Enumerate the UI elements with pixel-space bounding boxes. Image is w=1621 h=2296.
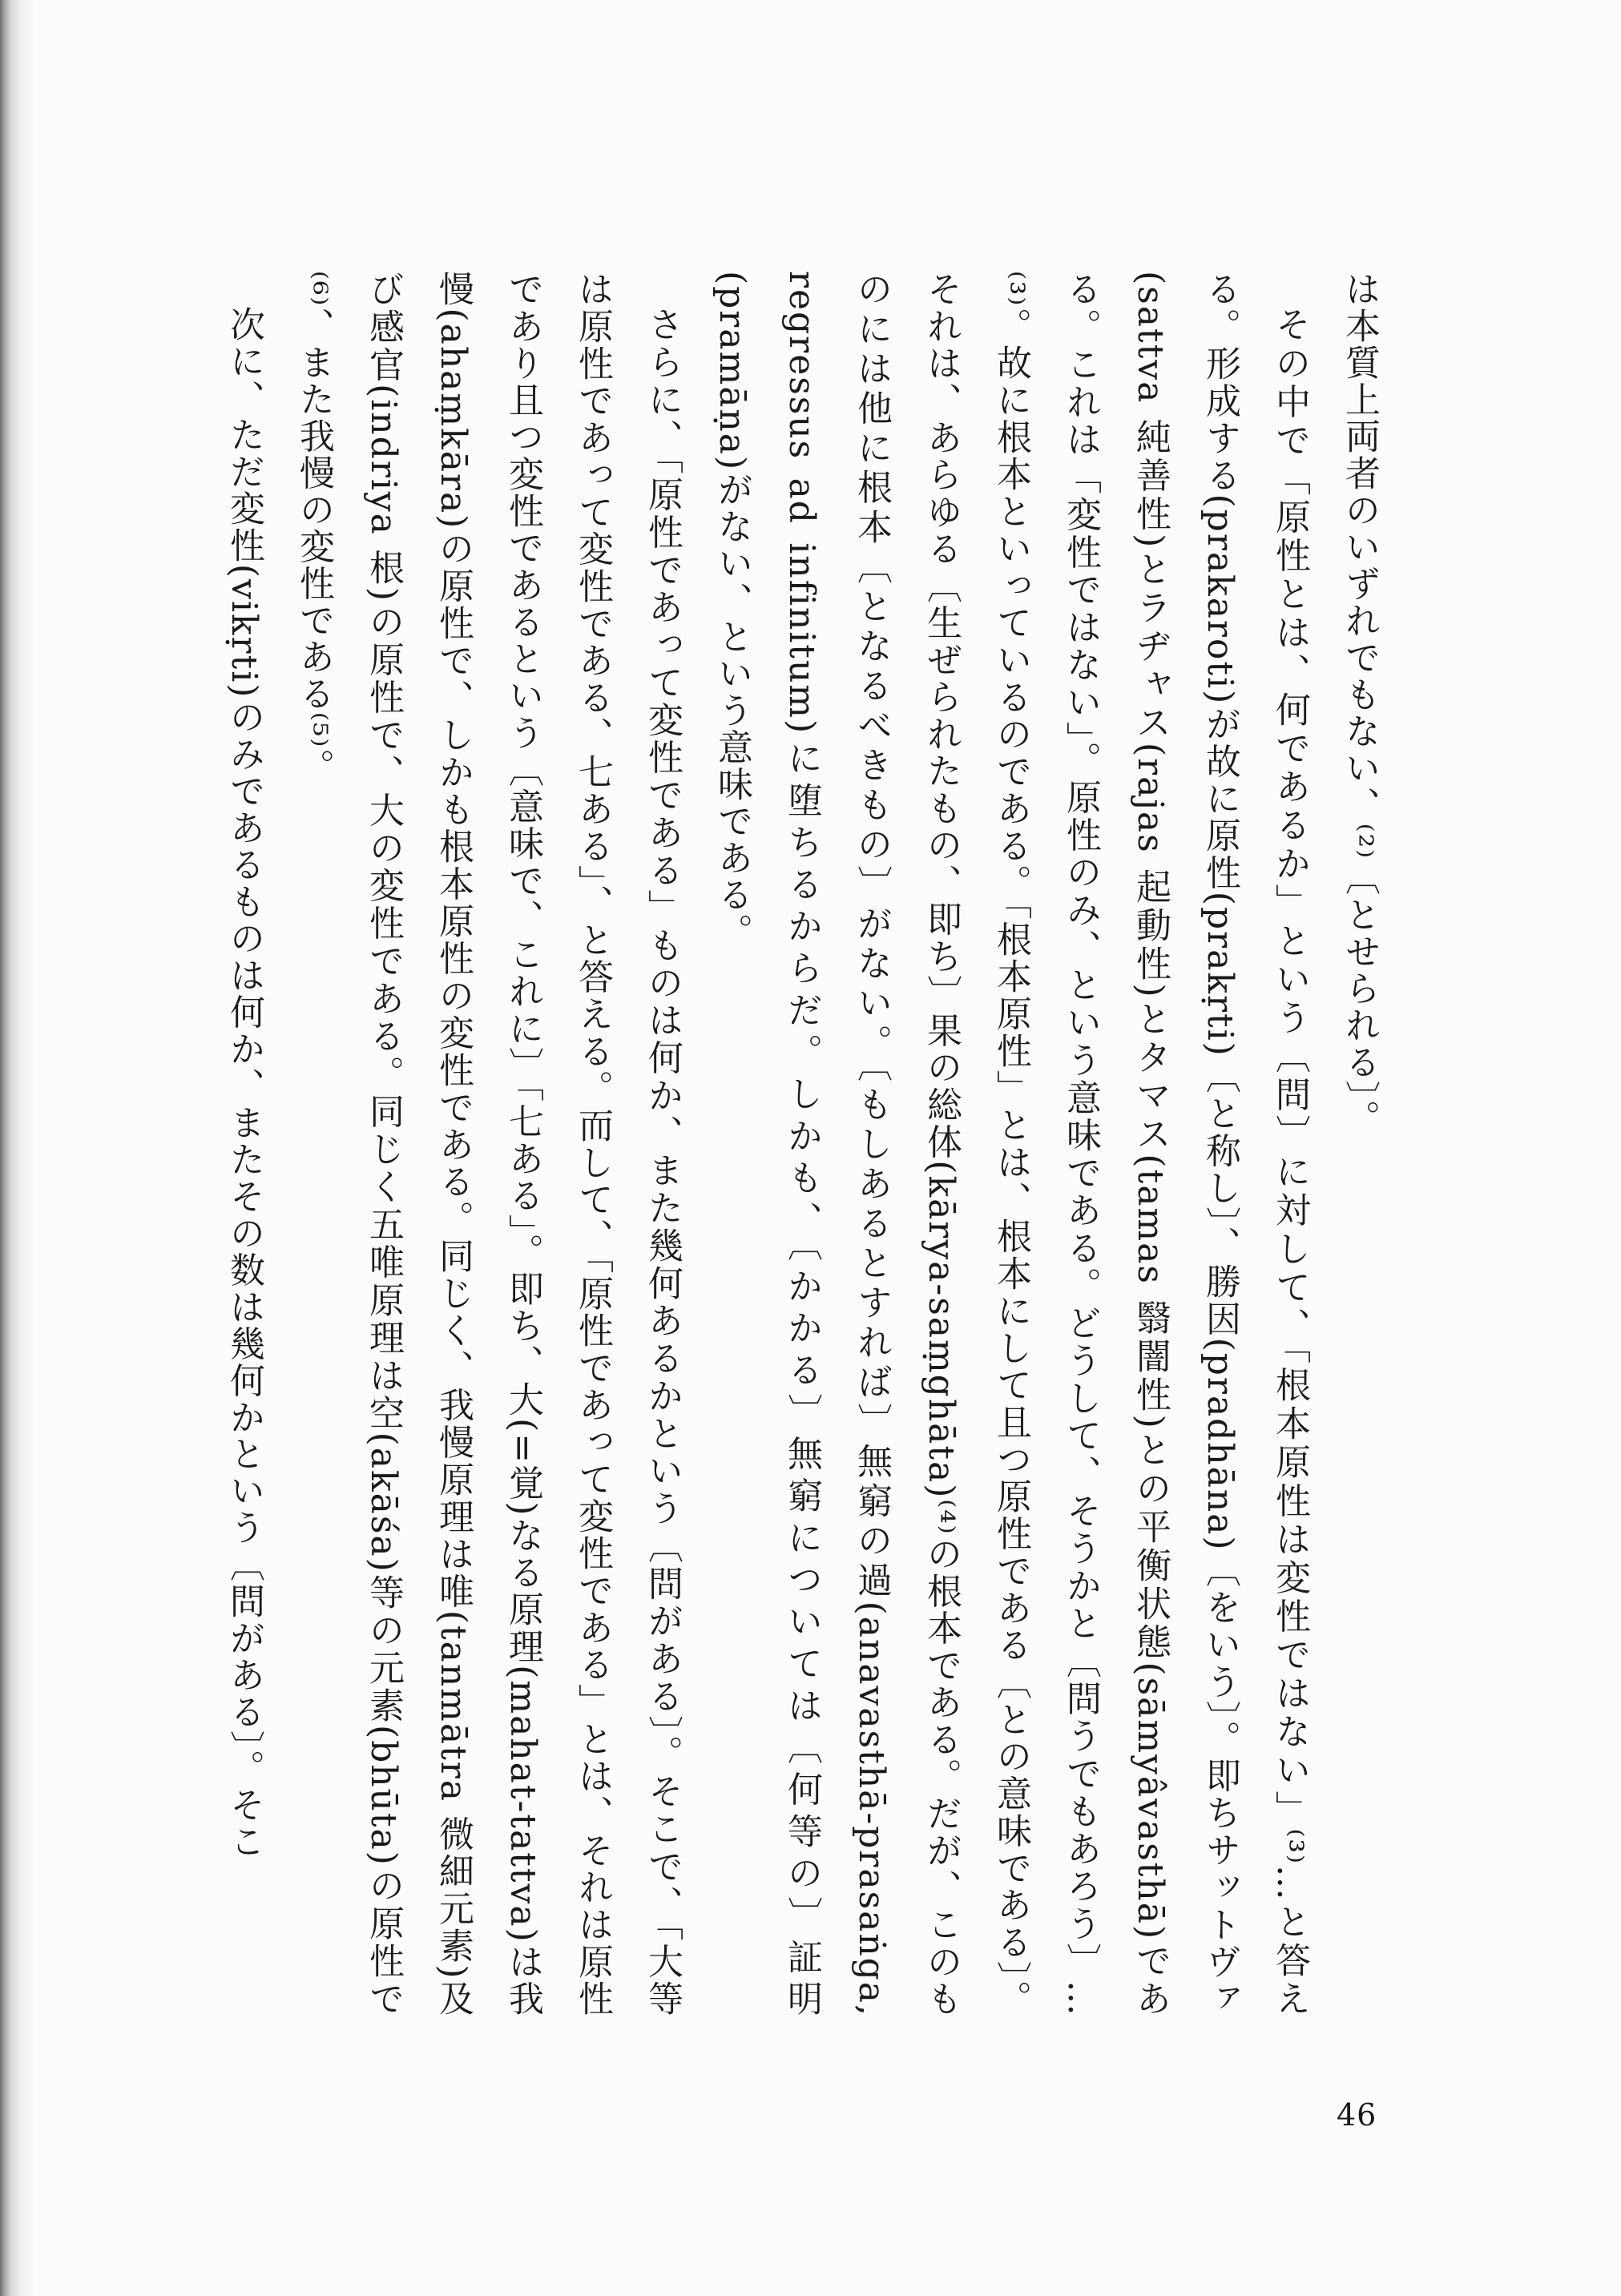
vertical-text-block [200, 271, 1394, 2017]
paragraph-2: その中で「原性とは、何であるか」という〔問〕に対して、「根本原性は変性ではない」⁽³⁾…と答える。形成する(prakaroti)が故に原性(prakṛti)〔と称し〕、勝因(pradhāna)〔をいう〕。即ちサットヴァ(sattva 純善性)とラヂャス(rajas 起動性)とタマス(tamas 翳闇性)との平衡状態(sāmyâvasthā)である。これは「変性ではない」。原性のみ、という意味である。どうして、そうかと〔問うでもあろう〕…⁽³⁾。故に根本といっているのである。「根本原性」とは、根本にして且つ原性である〔との意味である〕。それは、あらゆる〔生ぜられたもの、即ち〕果の総体(kārya-saṃghāta)⁽⁴⁾の根本である。だが、このものには他に根本〔となるべきもの〕がない。〔もしあるとすれば〕無窮の過(anavasthā-prasaṅga, regressus ad infinitum)に堕ちるからだ。しかも、〔かかる〕無窮については〔何等の〕証明(pramāṇa)がない、という意味である。 [712, 271, 1310, 2017]
paragraph-4: 次に、ただ変性(vikṛti)のみであるものは何か、またその数は幾何かという〔問がある〕。そこ [224, 306, 264, 1860]
page-gutter-shadow [0, 0, 35, 2296]
page-number: 46 [1337, 2097, 1377, 2133]
paragraph-1: は本質上両者のいずれでもない、⁽²⁾〔とせられる〕。 [1339, 271, 1380, 1137]
paragraph-3: さらに、「原性であって変性である」ものは何か、また幾何あるかという〔問がある〕。そこで、「大等は原性であって変性である、七ある」、と答える。而して、「原性であって変性である」とは、それは原性であり且つ変性であるという〔意味で、これに〕「七ある」。即ち、大(=覚)なる原理(mahat-tattva)は我慢(ahaṃkāra)の原性で、しかも根本原性の変性である。同じく、我慢原理は唯(tanmātra 微細元素)及び感官(indriya 根)の原性で、大の変性である。同じく五唯原理は空(akāśa)等の元素(bhūta)の原性で⁽⁶⁾、また我慢の変性である⁽⁵⁾。 [293, 271, 683, 2017]
